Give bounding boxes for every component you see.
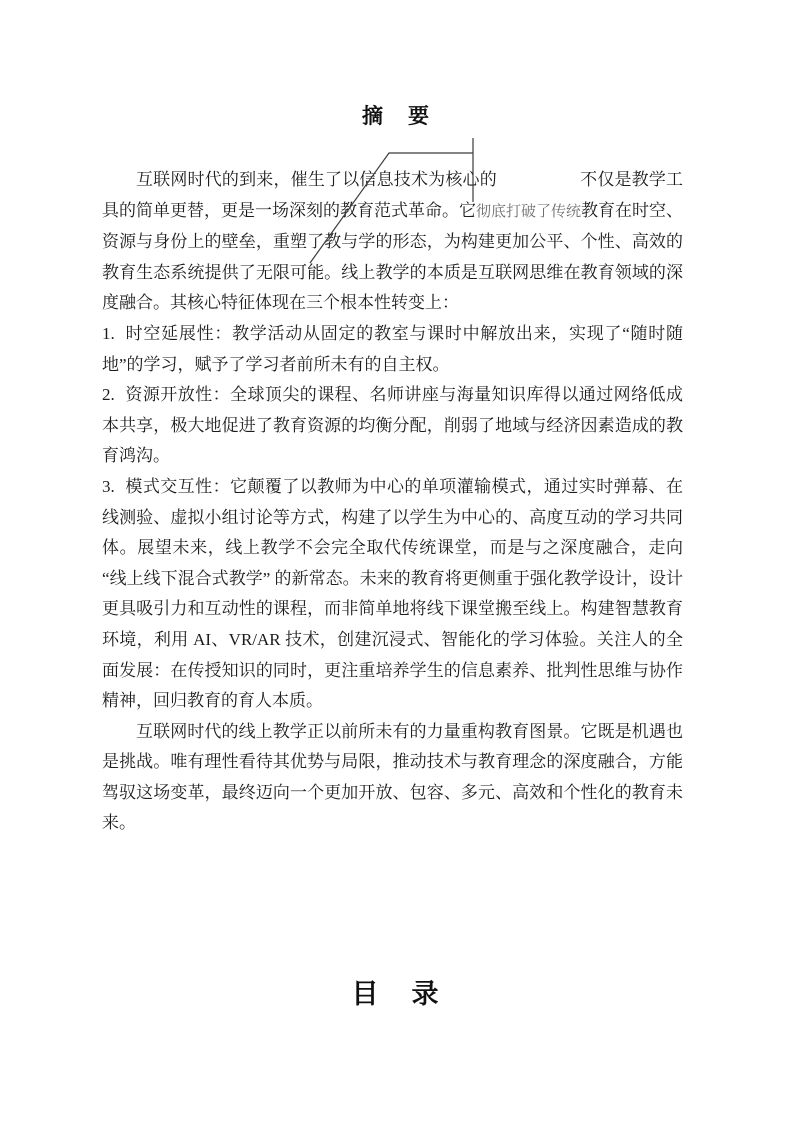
abstract-heading: 摘 要 bbox=[362, 104, 431, 128]
list-item-3-text: 模式交互性：它颠覆了以教师为中心的单项灌输模式，通过实时弹幕、在线测验、虚拟小组讨论等方式，构建了以学生为中心的、高度互动的学习共同体。展望未来，线上教学不会完全取代传统课堂，而是与之深度融合，走向 “线上线下混合式教学” 的新常态。未来的教育将更侧重于强化教学设计，设计更具吸引力和互动性的课程，而非简单地将线下课堂搬至线上。构建智慧教育环境，利用 AI、VR/AR 技术，创建沉浸式、智能化的学习体验。关注人的全面发展：在传授知识的同时，更注重培养学生的信息素养、批判性思维与协作精神，回归教育的育人本质。 bbox=[102, 476, 683, 711]
blank-gap bbox=[497, 184, 580, 185]
list-item-3 bbox=[102, 472, 683, 717]
paragraph-1-text-before-gap: 互联网时代的到来，催生了以信息技术为核心的 bbox=[136, 170, 497, 189]
list-item-2-text: 资源开放性：全球顶尖的课程、名师讲座与海量知识库得以通过网络低成本共享，极大地促进了教育资源的均衡分配，削弱了地域与经济因素造成的教育鸿沟。 bbox=[102, 385, 683, 466]
list-item-2-number: 2. bbox=[102, 385, 115, 405]
list-item-3-number: 3. bbox=[102, 476, 115, 496]
paragraph-1-text-after-gap: 不仅是教学工具的简单更替，更是一场深刻的教育范式革命。它 bbox=[102, 170, 684, 220]
list-item-2 bbox=[102, 380, 683, 472]
closing-paragraph-text: 互联网时代的线上教学正以前所未有的力量重构教育图景。它既是机遇也是挑战。唯有理性看待其优势与局限，推动技术与教育理念的深度融合，方能驾驭这场变革，最终迈向一个更加开放、包容、多元、高效和个性化的教育未来。 bbox=[102, 721, 683, 833]
paragraph-1-text-rest: 教育在时空、资源与身份上的壁垒，重塑了教与学的形态，为构建更加公平、个性、高效的教育生态系统提供了无限可能。线上教学的本质是互联网思维在教育领域的深度融合。其核心特征体现在三个根本性转变上： bbox=[102, 200, 684, 313]
paragraph-1-faded-text: 彻底打破了传统 bbox=[476, 203, 582, 220]
list-item-1-text: 时空延展性：教学活动从固定的教室与课时中解放出来，实现了“随时随地”的学习，赋予了学习者前所未有的自主权。 bbox=[102, 323, 683, 374]
abstract-body bbox=[102, 165, 683, 839]
toc-heading: 目 录 bbox=[351, 979, 442, 1009]
list-item-1-number: 1. bbox=[102, 323, 115, 343]
closing-paragraph bbox=[102, 717, 683, 839]
abstract-paragraph-1 bbox=[102, 165, 683, 319]
list-item-1 bbox=[102, 319, 683, 380]
